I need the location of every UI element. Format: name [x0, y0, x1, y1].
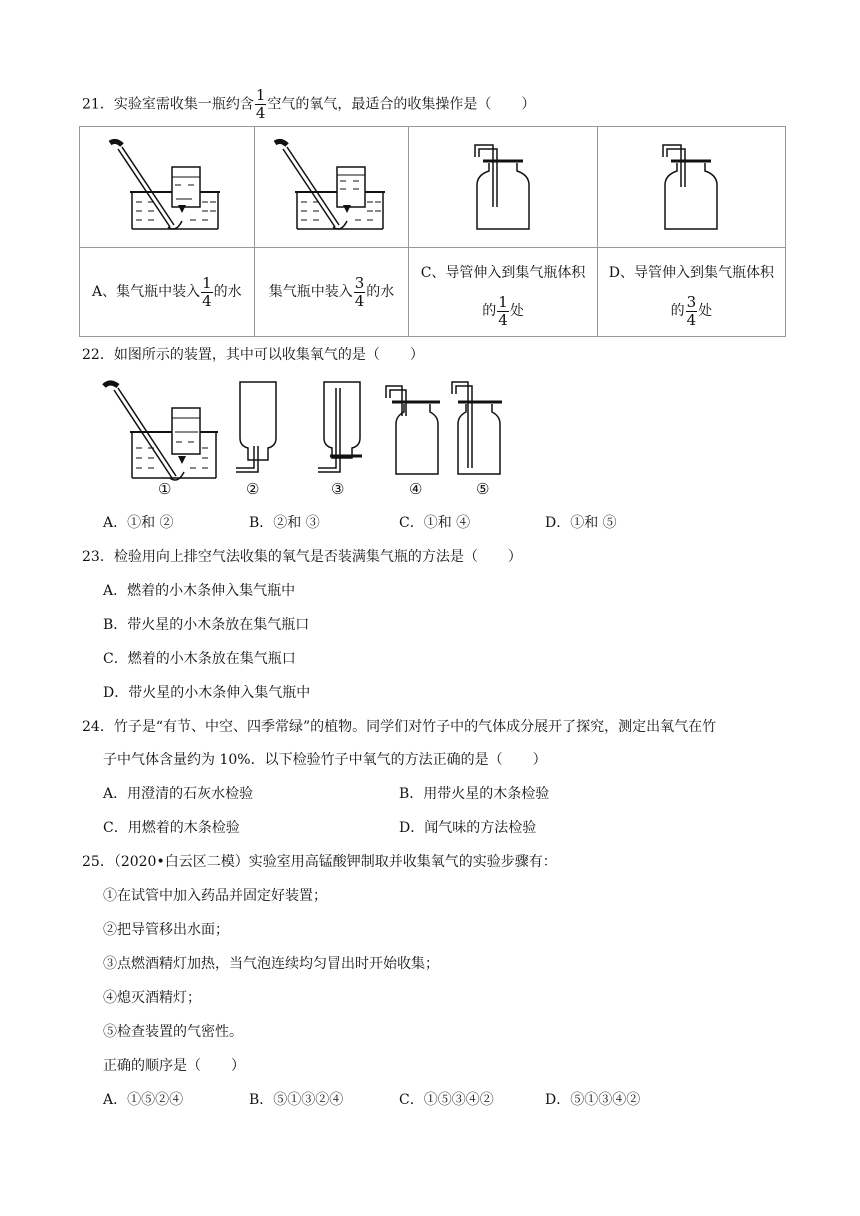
water-trough-quarter-icon — [102, 137, 232, 237]
q24-option-b[interactable]: B．用带火星的木条检验 — [399, 786, 550, 802]
q21-option-d[interactable]: D、导管伸入到集气瓶体积 的 $\frac{3}{4}$ 处 — [597, 248, 785, 337]
q22-option-d[interactable]: D．①和 ⑤ — [545, 515, 617, 531]
q21-figure-d — [597, 127, 785, 248]
q25-option-c[interactable]: C．①⑤③④② — [399, 1092, 494, 1108]
q21-stem-fraction: $\frac{1}{4}$ — [255, 86, 266, 122]
q21-options-table — [79, 126, 786, 337]
gas-bottle-tube-quarter-icon — [453, 137, 553, 237]
inverted-bottle-short-tube-icon — [236, 382, 276, 472]
upright-bottle-short-tube-icon — [386, 386, 440, 474]
q21-option-a[interactable]: A、集气瓶中装入 $\frac{1}{4}$ 的水 — [80, 248, 255, 337]
water-trough-icon — [104, 383, 218, 480]
q25-step-2: ②把导管移出水面； — [103, 922, 229, 938]
gas-bottle-tube-three-quarter-icon — [641, 137, 741, 237]
q21-option-c[interactable]: C、导管伸入到集气瓶体积 的 $\frac{1}{4}$ 处 — [409, 248, 597, 337]
q25-option-a[interactable]: A．①⑤②④ — [103, 1092, 184, 1108]
q21-stem-prefix: 21．实验室需收集一瓶约含 — [82, 96, 254, 113]
q21-figure-a — [80, 127, 255, 248]
water-trough-three-quarter-icon — [267, 137, 397, 237]
q23-option-c[interactable]: C．燃着的小木条放在集气瓶口 — [103, 651, 296, 667]
q22-option-c[interactable]: C．①和 ④ — [399, 515, 471, 531]
q22-figure-label-2: ② — [246, 480, 260, 498]
q23-option-a[interactable]: A．燃着的小木条伸入集气瓶中 — [103, 583, 296, 599]
q25-option-b[interactable]: B．⑤①③②④ — [249, 1092, 344, 1108]
q23-option-d[interactable]: D．带火星的小木条伸入集气瓶中 — [103, 685, 311, 701]
q22-figure-label-1: ① — [158, 480, 172, 498]
q25-step-1: ①在试管中加入药品并固定好装置； — [103, 888, 327, 904]
q21-figure-b — [254, 127, 409, 248]
q22-stem: 22．如图所示的装置，其中可以收集氧气的是（ ） — [82, 347, 424, 363]
q21-figure-c — [409, 127, 597, 248]
q23-option-b[interactable]: B．带火星的小木条放在集气瓶口 — [103, 617, 310, 633]
q22-option-a[interactable]: A．①和 ② — [103, 515, 174, 531]
q25-step-4: ④熄灭酒精灯； — [103, 990, 201, 1006]
q22-figure-label-5: ⑤ — [476, 480, 490, 498]
inverted-bottle-long-tube-icon — [318, 382, 362, 472]
q21-stem-suffix: 空气的氧气，最适合的收集操作是（ — [267, 96, 492, 113]
q24-option-d[interactable]: D．闻气味的方法检验 — [399, 820, 537, 836]
q22-figure-label-3: ③ — [331, 480, 345, 498]
q24-stem-line1: 24．竹子是“有节、中空、四季常绿”的植物。同学们对竹子中的气体成分展开了探究，测定出氧气在竹 — [82, 719, 717, 735]
q21-option-b[interactable]: 集气瓶中装入 $\frac{3}{4}$ 的水 — [254, 248, 409, 337]
q22-option-b[interactable]: B．②和 ③ — [249, 515, 320, 531]
q25-step-5: ⑤检查装置的气密性。 — [103, 1024, 243, 1040]
q25-order-prompt: 正确的顺序是（ ） — [103, 1058, 245, 1074]
q25-step-3: ③点燃酒精灯加热，当气泡连续均匀冒出时开始收集； — [103, 956, 439, 972]
upright-bottle-long-tube-icon — [452, 382, 502, 474]
q23-stem: 23．检验用向上排空气法收集的氧气是否装满集气瓶的方法是（ ） — [82, 549, 522, 565]
q22-figure-label-4: ④ — [409, 480, 423, 498]
q24-option-a[interactable]: A．用澄清的石灰水检验 — [103, 786, 254, 802]
q25-stem: 25．（2020•白云区二模）实验室用高锰酸钾制取并收集氧气的实验步骤有： — [82, 854, 557, 870]
q24-stem-line2: 子中气体含量约为 10%．以下检验竹子中氧气的方法正确的是（ ） — [103, 752, 547, 768]
q24-option-c[interactable]: C．用燃着的木条检验 — [103, 820, 240, 836]
q25-option-d[interactable]: D．⑤①③④② — [545, 1092, 641, 1108]
q21-stem: 21．实验室需收集一瓶约含 $\frac{1}{4}$ 空气的氧气，最适合的收集操作是（ ） — [82, 86, 536, 122]
